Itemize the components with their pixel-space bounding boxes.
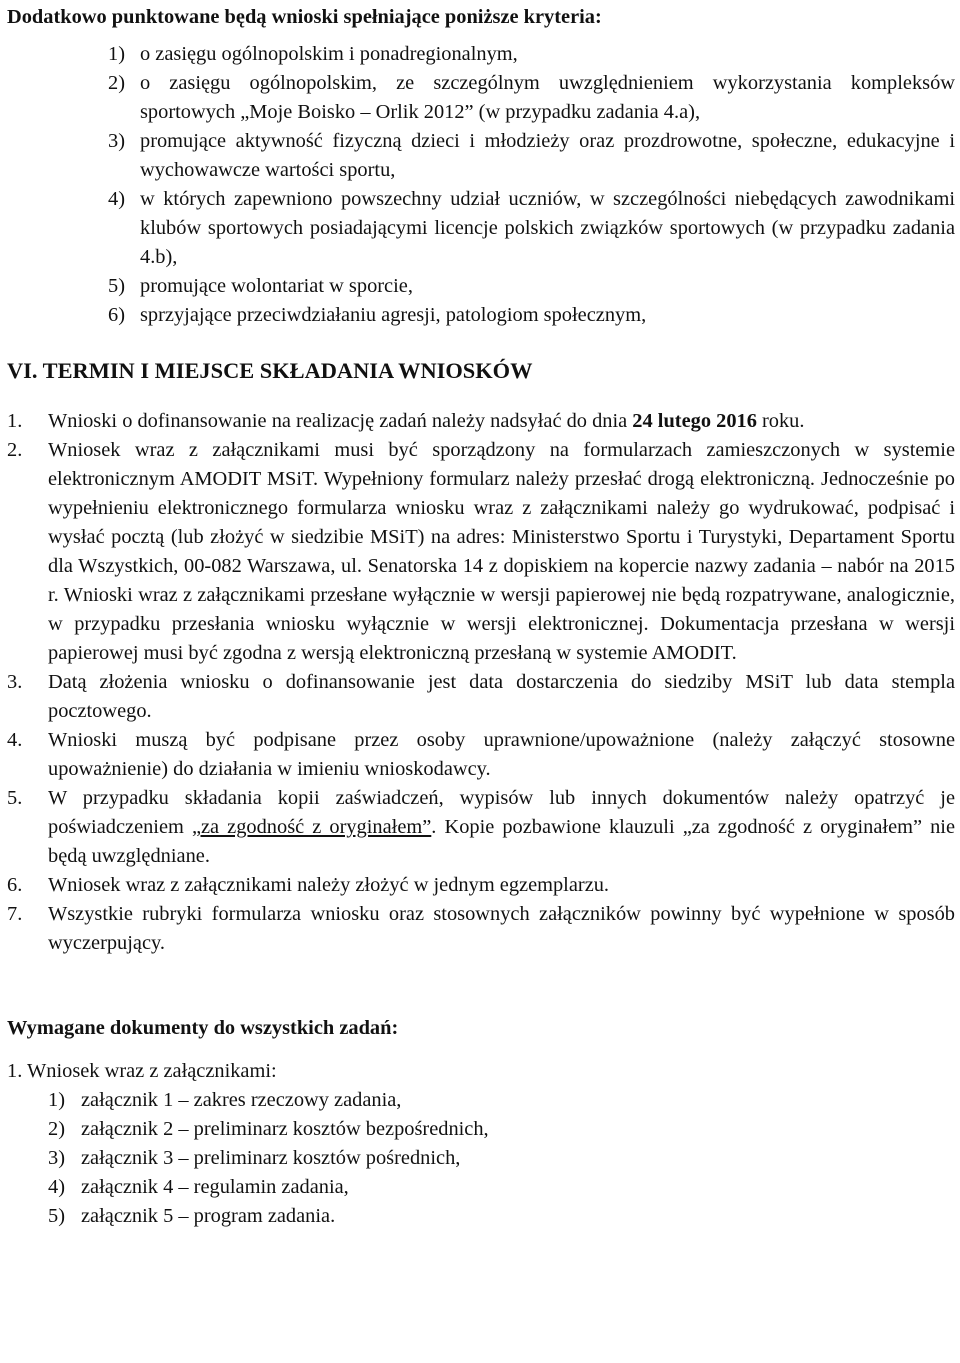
criteria-heading: Dodatkowo punktowane będą wnioski spełniające poniższe kryteria: [7, 6, 602, 28]
section-title: VI. TERMIN I MIEJSCE SKŁADANIA WNIOSKÓW [7, 358, 533, 383]
criteria-list [7, 40, 955, 330]
criteria-item: 4) w których zapewniono powszechny udział uczniów, w szczególności niebędących zawodnikami klubów sportowych posiadającymi licencje polskich związków sportowych (w przypadku zadania 4.b), [108, 188, 955, 268]
point-item: 7. Wszystkie rubryki formularza wniosku oraz stosownych załączników powinny być wypełnione w sposób wyczerpujący. [7, 903, 955, 954]
deadline-date: 24 lutego 2016 [632, 410, 757, 432]
attachment-item: 5) załącznik 5 – program zadania. [48, 1205, 336, 1227]
point-item: 1. Wnioski o dofinansowanie na realizację zadań należy nadsyłać do dnia 24 lutego 2016 roku. [7, 410, 805, 432]
attachment-item: 2) załącznik 2 – preliminarz kosztów bezpośrednich, [48, 1118, 489, 1140]
attachments-list [7, 1086, 955, 1231]
attachment-item: 1) załącznik 1 – zakres rzeczowy zadania, [48, 1089, 402, 1111]
point-item: 5. W przypadku składania kopii zaświadczeń, wypisów lub innych dokumentów należy opatrzyć je poświadczeniem „za zgodność z oryginałem”. Kopie pozbawione klauzuli „za zgodność z oryginałem” nie będą uwzględniane. [7, 787, 956, 867]
criteria-item: 1) o zasięgu ogólnopolskim i ponadregionalnym, [108, 43, 518, 65]
point-item: 4. Wnioski muszą być podpisane przez osoby uprawnione/upoważnione (należy załączyć stosowne upoważnienie) do działania w imieniu wnioskodawcy. [7, 729, 955, 780]
point-item: 6. Wniosek wraz z załącznikami należy złożyć w jednym egzemplarzu. [7, 874, 610, 896]
attachment-item: 3) załącznik 3 – preliminarz kosztów pośrednich, [48, 1147, 461, 1169]
attachment-item: 4) załącznik 4 – regulamin zadania, [48, 1176, 349, 1198]
criteria-item: 2) o zasięgu ogólnopolskim, ze szczególnym uwzględnieniem wykorzystania kompleksów sportowych „Moje Boisko – Orlik 2012” (w przypadku zadania 4.a), [108, 72, 955, 123]
required-docs-line: 1. Wniosek wraz z załącznikami: [7, 1060, 277, 1082]
criteria-item: 5) promujące wolontariat w sporcie, [108, 275, 413, 297]
points-list [7, 407, 955, 958]
certification-clause: „za zgodność z oryginałem” [191, 816, 432, 838]
document-page [7, 3, 955, 1231]
point-item: 2. Wniosek wraz z załącznikami musi być sporządzony na formularzach zamieszczonych w systemie elektronicznym AMODIT MSiT. Wypełniony formularz należy przesłać drogą elektroniczną. Jednocześnie po wypełnieniu elektronicznego formularza wniosku wraz z załącznikami należy go wydrukować, podpisać i wysłać pocztą (lub złożyć w siedzibie MSiT) na adres: Ministerstwo Sportu i Turystyki, Departament Sportu dla Wszystkich, 00-082 Warszawa, ul. Senatorska 14 z dopiskiem na kopercie nazwy zadania – nabór na 2015 r. Wnioski wraz z załącznikami przesłane wyłącznie w wersji papierowej nie będą rozpatrywane, analogicznie, w przypadku przesłania wniosku wyłącznie w wersji elektronicznej. Dokumentacja przesłana w wersji papierowej musi być zgodna z wersją elektroniczną przesłaną w systemie AMODIT. [7, 439, 955, 664]
required-docs-heading: Wymagane dokumenty do wszystkich zadań: [7, 1017, 399, 1039]
criteria-item: 3) promujące aktywność fizyczną dzieci i młodzieży oraz prozdrowotne, społeczne, edukacyjne i wychowawcze wartości sportu, [108, 130, 955, 181]
point-item: 3. Datą złożenia wniosku o dofinansowanie jest data dostarczenia do siedziby MSiT lub data stempla pocztowego. [7, 671, 955, 722]
criteria-item: 6) sprzyjające przeciwdziałaniu agresji, patologiom społecznym, [108, 304, 647, 326]
